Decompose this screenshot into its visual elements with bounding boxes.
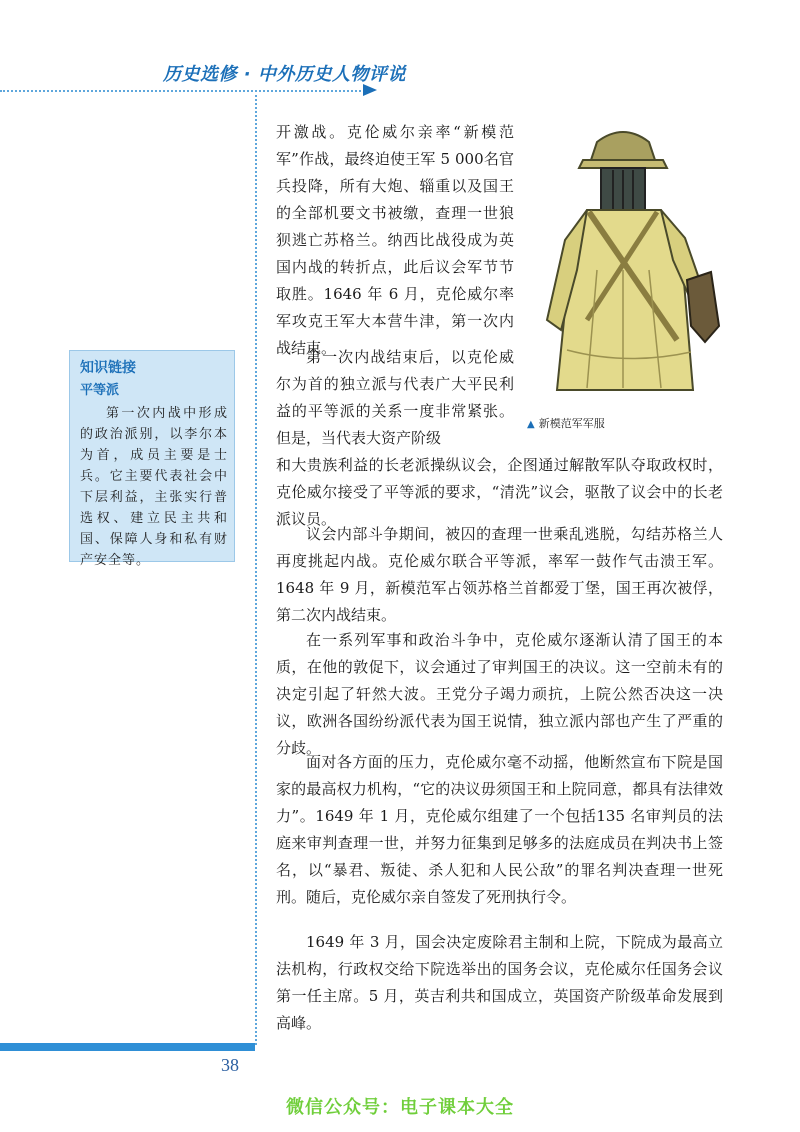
running-header-title: 历史选修 · 中外历史人物评说 bbox=[163, 64, 406, 85]
paragraph-2-part-2: 和大贵族利益的长老派操纵议会，企图通过解散军队夺取政权时，克伦威尔接受了平等派的要求，“清洗”议会，驱散了议会中的长老派议员。 bbox=[276, 456, 723, 528]
figure-caption-text: 新模范军军服 bbox=[538, 417, 605, 430]
paragraph-1: 开激战。克伦威尔亲率“新模范军”作战，最终迫使王军 5 000名官兵投降，所有大炮、辎重以及国王的全部机要文书被缴，查理一世狼狈逃亡苏格兰。纳西比战役成为英国内战的转折点，此后议会军节节取胜。1646 年 6 月，克伦威尔率军攻克王军大本营牛津，第一次内战结束。 bbox=[276, 123, 514, 357]
knowledge-link-body: 第一次内战中形成的政治派别，以李尔本为首，成员主要是士兵。它主要代表社会中下层利益，主张实行普选权、建立民主共和国、保障人身和私有财产安全等。 bbox=[80, 406, 228, 568]
paragraph-5: 面对各方面的压力，克伦威尔毫不动摇，他断然宣布下院是国家的最高权力机构，“它的决议毋须国王和上院同意，都具有法律效力”。1649 年 1 月，克伦威尔组建了一个包括135 名审判员的法庭来审判查理一世，并努力征集到足够多的法庭成员在判决书上签名，以“暴君、叛徒、杀人犯和人民公敌”的罪名判决查理一世死刑。随后，克伦威尔亲自签发了死刑执行令。 bbox=[276, 753, 723, 906]
footer-bar bbox=[0, 1043, 255, 1051]
header-divider bbox=[0, 90, 365, 92]
watermark: 微信公众号：电子课本大全 bbox=[286, 1097, 514, 1118]
paragraph-4: 在一系列军事和政治斗争中，克伦威尔逐渐认清了国王的本质，在他的敦促下，议会通过了审判国王的决议。这一空前未有的决定引起了轩然大波。王党分子竭力顽抗，上院公然否决这一决议，欧洲各国纷纷派代表为国王说情，独立派内部也产生了严重的分歧。 bbox=[276, 631, 723, 757]
header-arrow-icon bbox=[363, 84, 377, 96]
column-divider bbox=[255, 95, 257, 1045]
soldier-uniform-figure bbox=[527, 120, 723, 400]
caption-triangle-icon: ▲ bbox=[527, 419, 535, 430]
knowledge-link-subtitle: 平等派 bbox=[80, 383, 120, 398]
knowledge-link-title: 知识链接 bbox=[80, 360, 136, 376]
paragraph-6: 1649 年 3 月，国会决定废除君主制和上院，下院成为最高立法机构，行政权交给下院选举出的国务会议，克伦威尔任国务会议第一任主席。5 月，英吉利共和国成立，英国资产阶级革命发展到高峰。 bbox=[276, 933, 723, 1032]
figure-caption bbox=[527, 415, 605, 431]
paragraph-3: 议会内部斗争期间，被囚的查理一世乘乱逃脱，勾结苏格兰人再度挑起内战。克伦威尔联合平等派，率军一鼓作气击溃王军。1648 年 9 月，新模范军占领苏格兰首都爱丁堡，国王再次被俘，第二次内战结束。 bbox=[276, 525, 723, 624]
paragraph-2-part-1: 第一次内战结束后，以克伦威尔为首的独立派与代表广大平民利益的平等派的关系一度非常紧张。但是，当代表大资产阶级 bbox=[276, 348, 514, 447]
page-number: 38 bbox=[221, 1055, 239, 1075]
soldier-illustration-icon bbox=[527, 120, 723, 400]
knowledge-link-box bbox=[69, 350, 235, 568]
